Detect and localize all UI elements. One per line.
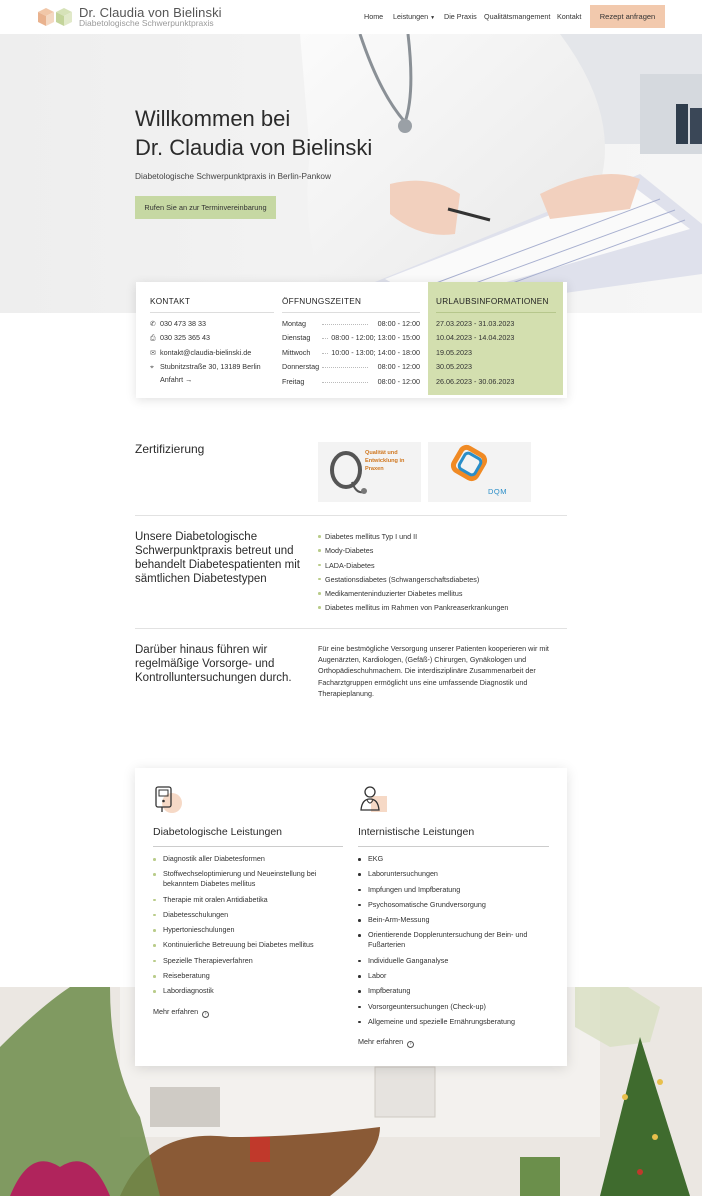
list-item: Reiseberatung xyxy=(153,971,343,981)
practice-logo[interactable] xyxy=(36,6,76,28)
address-text: Stubnitzstraße 30, 13189 Berlin xyxy=(160,362,261,371)
diabetes-types-list xyxy=(318,532,508,612)
arrow-circle-icon[interactable]: › xyxy=(202,1011,209,1018)
list-item: Psychosomatische Grundversorgung xyxy=(358,900,549,910)
email-link[interactable]: kontakt@claudia-bielinski.de xyxy=(160,348,252,357)
diabetes-services-list xyxy=(153,854,343,996)
location-pin-icon: ⌖ xyxy=(150,364,154,371)
section-divider xyxy=(135,515,567,516)
prevention-text: Für eine bestmögliche Versorgung unserer Patienten kooperieren wir mit Augenärzten, Kardiologen, (Gefäß-) Chirurgen, Gynäkologen und Orthopädieschuhmachern. Die interdisziplinäre Zusammenarbeit der Facharztgruppen ermöglicht uns eine umfassende Diagnostik und Therapieplanung. xyxy=(318,644,549,698)
dotted-leader xyxy=(322,324,368,325)
list-item: Therapie mit oralen Antidiabetika xyxy=(153,895,343,905)
list-item: Mody-Diabetes xyxy=(318,546,508,555)
dotted-leader xyxy=(322,367,368,368)
divider xyxy=(436,312,556,313)
nav-leistungen[interactable] xyxy=(393,12,435,21)
nav-die-praxis[interactable]: Die Praxis xyxy=(444,12,477,21)
nav-kontakt[interactable]: Kontakt xyxy=(557,12,582,21)
prescription-request-button[interactable]: Rezept anfragen xyxy=(590,5,665,28)
call-appointment-button[interactable]: Rufen Sie an zur Terminvereinbarung xyxy=(135,196,276,219)
hours-time: 08:00 - 12:00 xyxy=(377,319,420,328)
divider xyxy=(358,846,549,847)
contact-phone[interactable] xyxy=(150,319,206,328)
more-label[interactable]: Mehr erfahren xyxy=(358,1037,404,1046)
list-item: Hypertonieschulungen xyxy=(153,925,343,935)
list-item: Diagnostik aller Diabetesformen xyxy=(153,854,343,864)
hours-time: 08:00 - 12:00; 13:00 - 15:00 xyxy=(331,333,420,342)
list-item: Laboruntersuchungen xyxy=(358,869,549,879)
hero-title-line1: Willkommen bei xyxy=(135,106,291,131)
hours-heading: ÖFFNUNGSZEITEN xyxy=(282,297,362,306)
list-item: Labor xyxy=(358,971,549,981)
hero-subtitle: Diabetologische Schwerpunktpraxis in Berlin-Pankow xyxy=(135,171,331,181)
more-label[interactable]: Mehr erfahren xyxy=(153,1007,199,1016)
list-item: Medikamenteninduzierter Diabetes mellitus xyxy=(318,589,508,598)
vacation-date: 30.05.2023 xyxy=(436,362,472,371)
certification-heading: Zertifizierung xyxy=(135,442,205,456)
list-item: Impfungen und Impfberatung xyxy=(358,885,549,895)
list-item: EKG xyxy=(358,854,549,864)
dqm-certificate-logo[interactable] xyxy=(428,442,531,502)
diabetes-services-title: Diabetologische Leistungen xyxy=(153,826,283,838)
list-item: Kontinuierliche Betreuung bei Diabetes mellitus xyxy=(153,940,343,950)
list-item: Diabetesschulungen xyxy=(153,910,343,920)
vacation-info xyxy=(428,282,563,395)
chevron-down-icon[interactable]: ▼ xyxy=(430,15,436,21)
dqm-text: DQM xyxy=(488,487,507,496)
vacation-date: 10.04.2023 - 14.04.2023 xyxy=(436,333,515,342)
contact-heading: KONTAKT xyxy=(150,297,191,306)
contact-email[interactable] xyxy=(150,348,251,357)
diabetes-more-link[interactable] xyxy=(153,1007,209,1018)
hero-banner xyxy=(0,34,702,313)
hours-time: 10:00 - 13:00; 14:00 - 18:00 xyxy=(331,348,420,357)
list-item: Vorsorgeuntersuchungen (Check-up) xyxy=(358,1002,549,1012)
nav-home[interactable]: Home xyxy=(364,12,384,21)
contact-fax xyxy=(150,333,210,343)
nav-leistungen-label[interactable]: Leistungen xyxy=(393,12,429,21)
hours-time: 08:00 - 12:00 xyxy=(377,377,420,386)
vacation-date: 27.03.2023 - 31.03.2023 xyxy=(436,319,515,328)
list-item: Gestationsdiabetes (Schwangerschaftsdiabetes) xyxy=(318,575,508,584)
hours-day: Freitag xyxy=(282,377,305,386)
glucose-meter-icon xyxy=(153,784,183,814)
brand-name[interactable]: Dr. Claudia von Bielinski xyxy=(79,5,222,20)
arrow-circle-icon[interactable]: › xyxy=(407,1041,414,1048)
internal-more-link[interactable] xyxy=(358,1037,414,1048)
nav-qualitaetsmanagement[interactable]: Qualitätsmangement xyxy=(484,12,551,21)
list-item: LADA-Diabetes xyxy=(318,561,508,570)
dqm-seal-icon xyxy=(428,442,531,502)
directions-link[interactable]: Anfahrt → xyxy=(160,375,193,384)
mail-icon: ✉ xyxy=(150,350,156,357)
divider xyxy=(150,312,274,313)
phone-icon: ✆ xyxy=(150,321,156,328)
list-item: Orientierende Doppleruntersuchung der Bein- und Fußarterien xyxy=(358,930,549,950)
hero-doctor-image xyxy=(0,34,702,313)
internal-services-list xyxy=(358,854,549,1027)
internal-services-title: Internistische Leistungen xyxy=(358,826,475,838)
list-item: Individuelle Ganganalyse xyxy=(358,956,549,966)
prevention-heading: Darüber hinaus führen wir regelmäßige Vorsorge- und Kontrolluntersuchungen durch. xyxy=(135,644,292,684)
doctor-icon xyxy=(359,784,389,814)
list-item: Allgemeine und spezielle Ernährungsberatung xyxy=(358,1017,549,1027)
vacation-heading: URLAUBSINFORMATIONEN xyxy=(436,297,549,306)
vacation-date: 19.05.2023 xyxy=(436,348,472,357)
hours-day: Dienstag xyxy=(282,333,311,342)
info-panel xyxy=(136,282,567,398)
dotted-leader xyxy=(322,382,368,383)
list-item: Stoffwechseloptimierung und Neueinstellung bei bekanntem Diabetes mellitus xyxy=(153,869,343,889)
qep-certificate-logo[interactable] xyxy=(318,442,421,502)
hero-title xyxy=(135,104,372,162)
section-divider xyxy=(135,628,567,629)
fax-number: 030 325 365 43 xyxy=(160,333,210,342)
vacation-date: 26.06.2023 - 30.06.2023 xyxy=(436,377,515,386)
hours-day: Montag xyxy=(282,319,306,328)
diabetes-types-heading: Unsere Diabetologische Schwerpunktpraxis betreut und behandelt Diabetespatienten mit sämtlichen Diabetestypen xyxy=(135,531,300,585)
brand-subtitle: Diabetologische Schwerpunktpraxis xyxy=(79,18,214,28)
phone-number[interactable]: 030 473 38 33 xyxy=(160,319,206,328)
divider xyxy=(282,312,420,313)
contact-address xyxy=(150,362,261,372)
list-item: Labordiagnostik xyxy=(153,986,343,996)
services-card xyxy=(135,768,567,1066)
fax-icon: ⎙ xyxy=(150,335,156,342)
list-item: Spezielle Therapieverfahren xyxy=(153,956,343,966)
hero-title-line2: Dr. Claudia von Bielinski xyxy=(135,135,373,160)
list-item: Bein-Arm-Messung xyxy=(358,915,549,925)
site-header xyxy=(0,0,702,34)
list-item: Diabetes mellitus im Rahmen von Pankreaserkrankungen xyxy=(318,603,508,612)
hours-time: 08:00 - 12:00 xyxy=(377,362,420,371)
list-item: Diabetes mellitus Typ I und II xyxy=(318,532,508,541)
qep-text: Qualität und Entwicklung in Praxen xyxy=(365,450,405,472)
divider xyxy=(153,846,343,847)
hours-day: Donnerstag xyxy=(282,362,320,371)
list-item: Impfberatung xyxy=(358,986,549,996)
hours-day: Mittwoch xyxy=(282,348,311,357)
